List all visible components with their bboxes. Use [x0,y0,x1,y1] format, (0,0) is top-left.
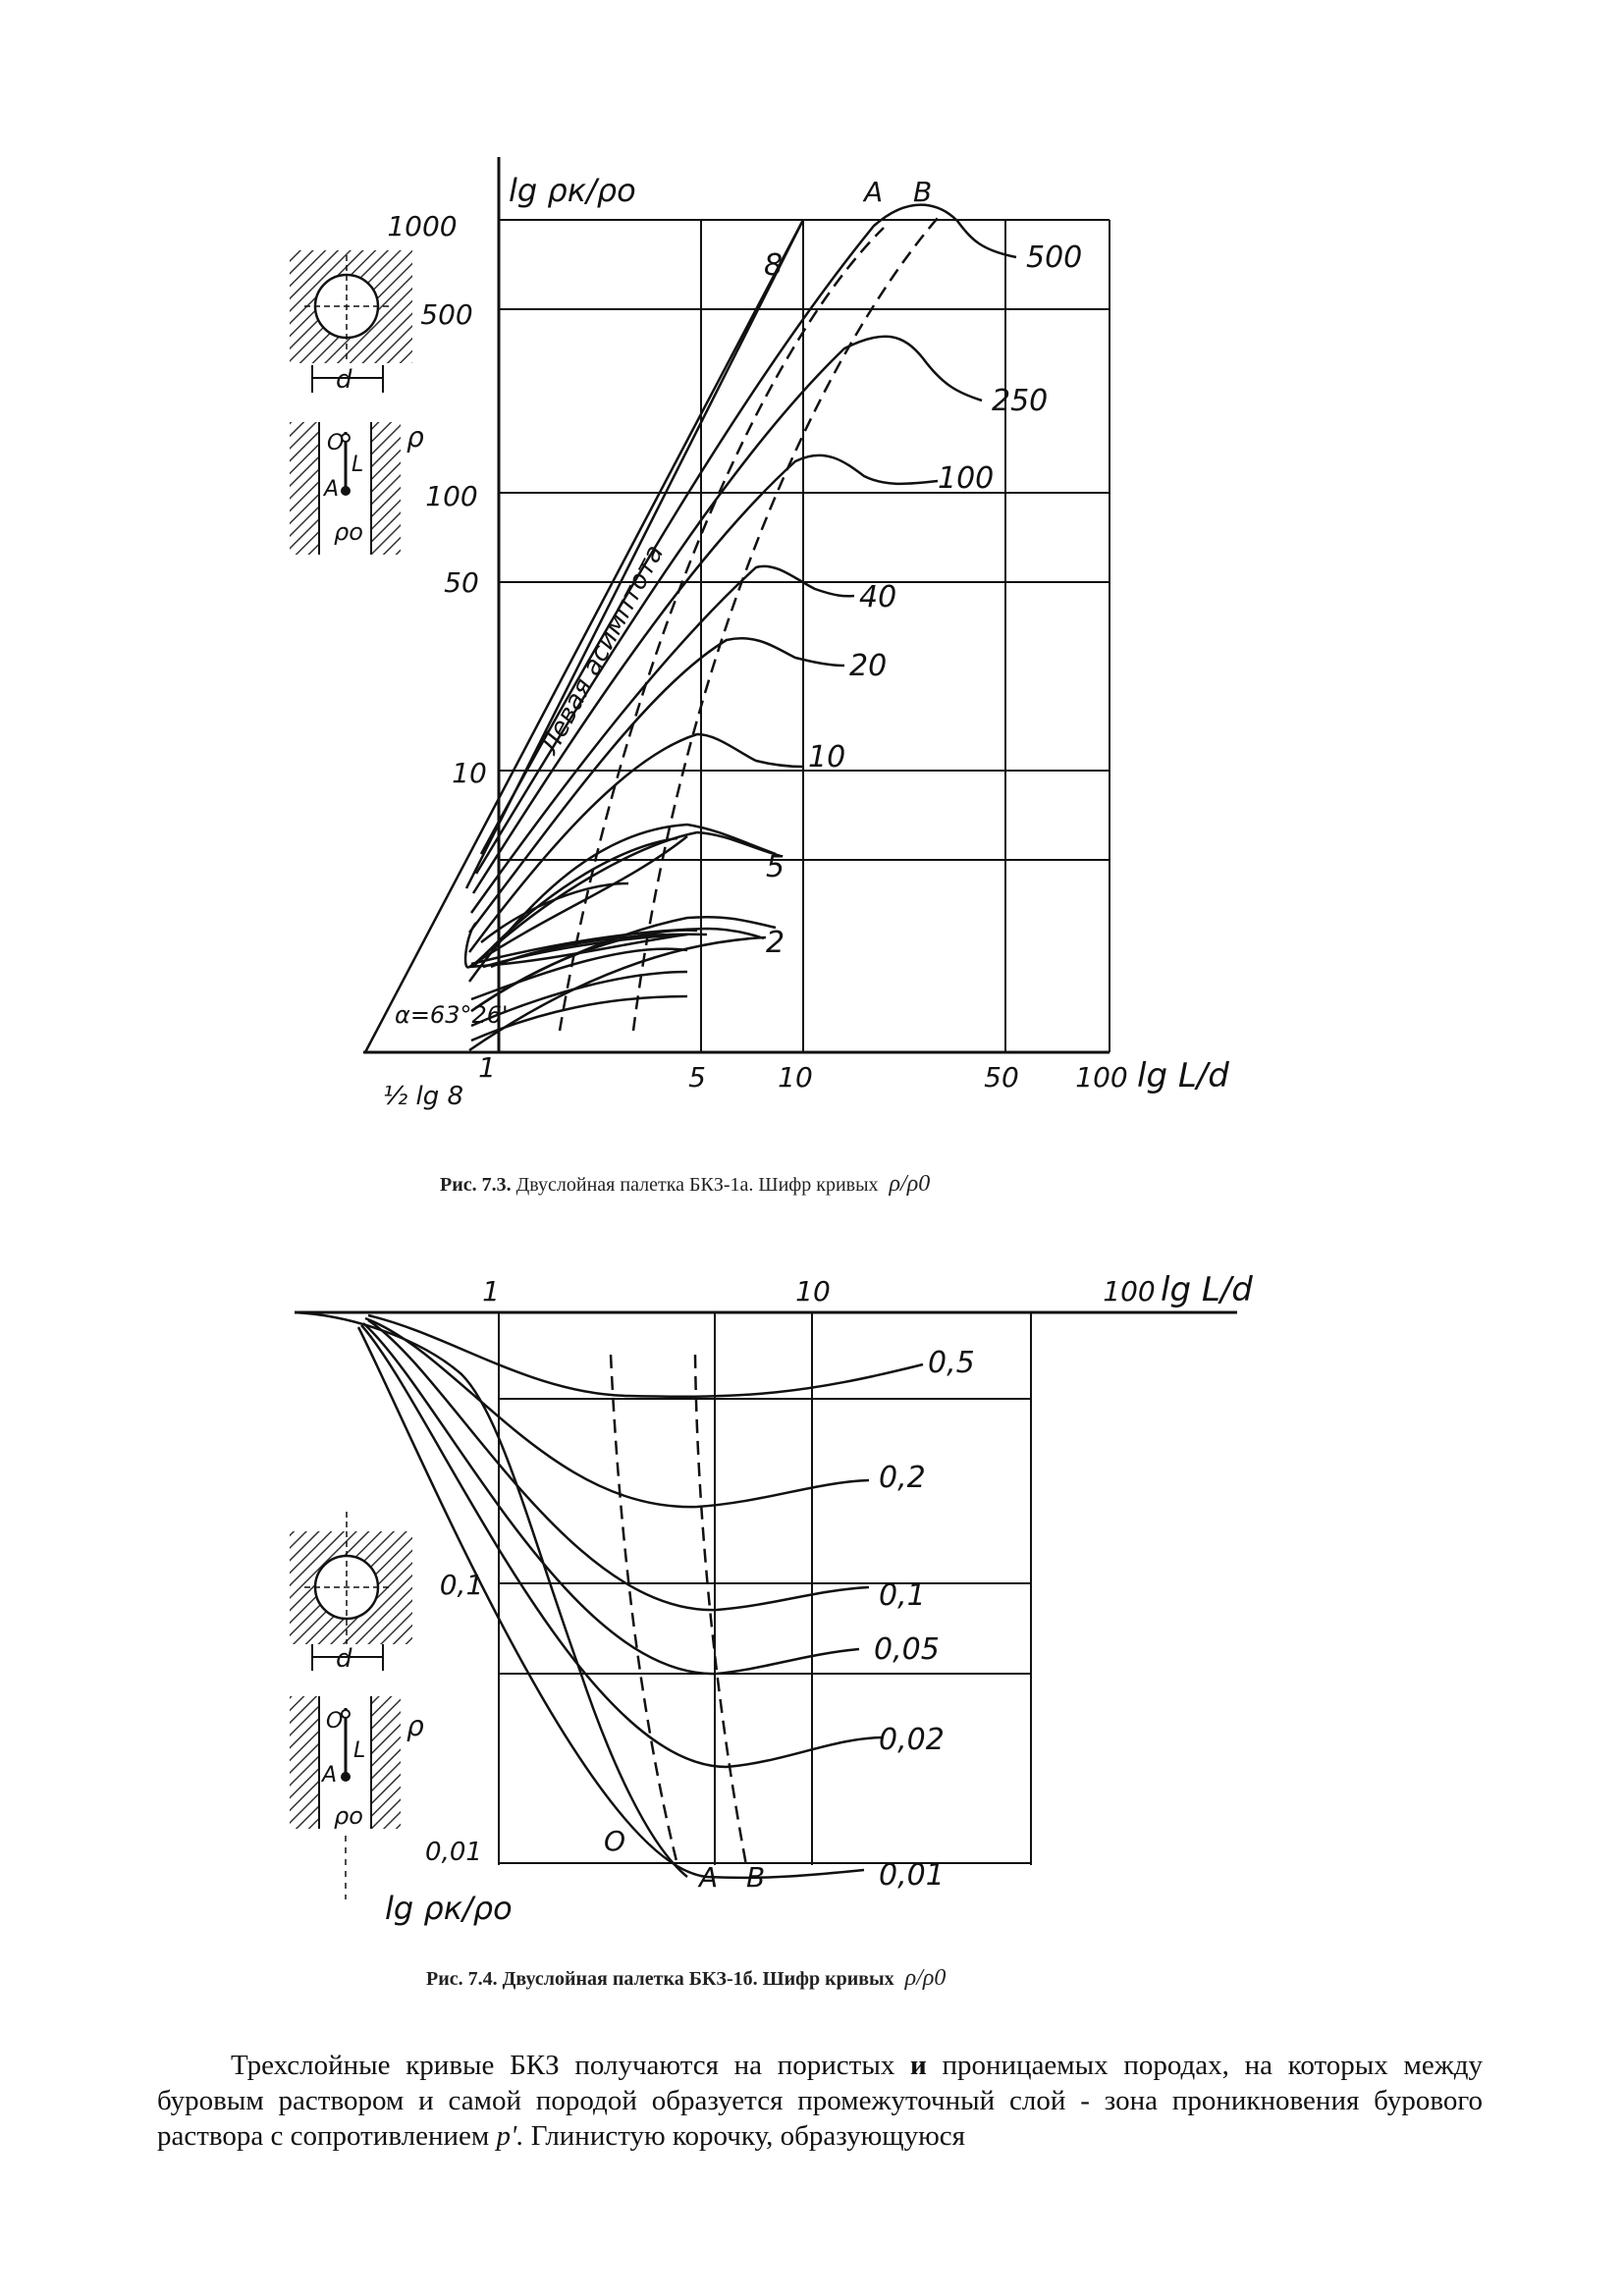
fig2-x-axis-title: lg L/d [1161,1270,1253,1309]
fig2-caption-label: Рис. 7.4. [426,1968,498,1990]
figure-7-4-chart [295,1312,1237,1878]
figure-7-3-caption [440,1171,930,1198]
fig1-x-tick: 1 [478,1051,496,1084]
fig1-inset-l: L [352,453,364,477]
fig1-inset-o: O [327,431,345,455]
fig1-y-tick: 50 [444,566,479,599]
fig1-curve-label: 5 [766,850,785,884]
fig1-asymptote-label: Левая асимптота [534,540,671,760]
fig1-x-tick: 5 [688,1061,706,1094]
fig2-inset-rho0: ρо [334,1802,363,1830]
fig1-point-label: A [864,176,884,208]
fig1-curves [465,205,1016,1052]
fig2-inset-a: A [322,1763,338,1788]
fig1-y-tick: 10 [452,757,487,789]
fig2-x-tick: 1 [482,1275,500,1308]
fig2-inset-d: d [336,1644,352,1674]
fig2-y-tick: 0,1 [439,1569,484,1601]
fig1-y-tick: 100 [425,480,478,512]
fig2-curve-label: 0,1 [879,1578,926,1613]
fig2-curve-label: 0,5 [928,1346,975,1380]
fig1-inset-d: d [336,365,352,395]
fig2-point-label: O [604,1825,626,1857]
fig1-point-label: B [913,176,933,208]
fig1-curve-label: 10 [808,740,846,774]
paragraph-italic-symbol: p'. [496,2120,524,2152]
fig2-curve-label: 0,02 [879,1723,945,1757]
paragraph-bold-word: и [910,2050,927,2081]
fig1-left-asymptote [365,220,803,1052]
fig2-inset-rho: ρ [406,1710,424,1742]
fig1-caption-symbol: ρ/ρ0 [889,1171,931,1197]
fig1-x-tick: 50 [984,1061,1019,1094]
figure-7-4-caption [426,1965,946,1992]
figure-7-4-labels [385,1270,1253,1927]
fig2-inset-o: O [326,1709,344,1734]
fig1-inset-rho0: ρо [334,518,363,546]
fig2-x-tick: 10 [795,1275,831,1308]
fig1-y-axis-title: lg ρк/ρо [509,172,636,209]
fig2-curve-label: 0,05 [874,1632,940,1667]
fig1-x-tick: 10 [778,1061,813,1094]
body-paragraph [157,2048,1483,2154]
fig1-angle-label: α=63°26' [395,1001,509,1029]
fig2-point-label: A [699,1861,719,1894]
fig1-y-tick: 500 [420,298,473,331]
fig1-curve-label: 40 [859,580,897,614]
figure-7-3-chart [363,157,1110,1052]
fig2-x-tick: 100 [1103,1275,1156,1308]
paragraph-text-before: Трехслойные кривые БКЗ получаются на пористых [231,2050,911,2081]
fig1-caption-text: Двуслойная палетка БКЗ-1а. Шифр кривых [515,1174,879,1196]
fig1-curve-label: 500 [1026,240,1083,275]
fig1-x-tick: 100 [1075,1061,1128,1094]
fig2-y-tick: 0,01 [425,1838,482,1867]
fig2-caption-symbol: ρ/ρ0 [904,1965,947,1991]
fig1-offset-label: ½ lg 8 [383,1082,463,1111]
fig2-inset-l: L [353,1738,366,1763]
paragraph-text-middle: проницаемых породах, на которых между буровым раствором и самой породой образуется промежуточный слой - зона проникновения бурового раствора с сопротивлением [157,2050,1483,2152]
fig2-caption-text: Двуслойная палетка БКЗ-1б. Шифр кривых [502,1968,894,1990]
fig1-curve-label: 2 [766,926,785,960]
fig1-borehole-inset [290,250,424,555]
fig1-y-tick: 1000 [387,210,458,242]
paragraph-text-after: Глинистую корочку, образующуюся [523,2120,965,2152]
fig1-curve-label: 100 [938,461,995,496]
fig1-caption-label: Рис. 7.3. [440,1174,512,1196]
fig2-y-axis-title: lg ρк/ρо [385,1890,513,1927]
fig2-point-label: B [746,1861,766,1894]
fig2-borehole-inset [290,1512,424,1899]
fig1-inset-a: A [324,477,340,502]
fig1-curve-label: 20 [849,649,888,683]
fig1-curve-label: 8 [764,248,784,283]
fig2-curve-label: 0,01 [879,1858,945,1893]
figure-7-3-labels [383,172,1229,1111]
fig2-grid [295,1312,1237,1865]
fig2-curve-label: 0,2 [879,1461,926,1495]
fig1-curve-label: 250 [992,384,1049,418]
fig1-inset-rho: ρ [406,421,424,454]
fig1-x-axis-title: lg L/d [1137,1056,1229,1095]
